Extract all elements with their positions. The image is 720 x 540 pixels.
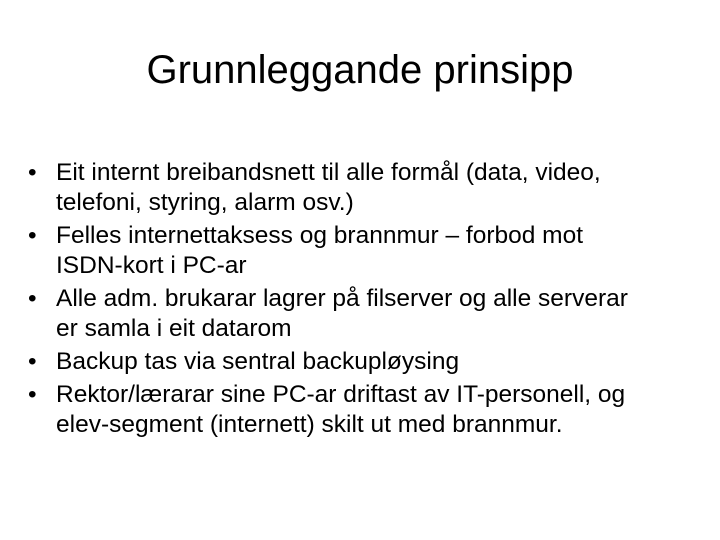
bullet-text-line: Backup tas via sentral backupløysing [56, 348, 460, 375]
bullet-list [28, 158, 708, 443]
bullet-item [28, 158, 708, 218]
bullet-item [28, 347, 708, 377]
bullet-icon: • [28, 348, 37, 375]
bullet-text-line: Rektor/lærarar sine PC-ar driftast av IT-personell, og [56, 381, 626, 408]
bullet-text-line: Felles internettaksess og brannmur – forbod mot [56, 222, 584, 249]
bullet-icon: • [28, 159, 37, 186]
bullet-text-line: telefoni, styring, alarm osv.) [56, 189, 354, 216]
bullet-icon: • [28, 381, 37, 408]
bullet-item [28, 221, 708, 281]
bullet-item [28, 284, 708, 344]
bullet-item [28, 380, 708, 440]
bullet-text-line: elev-segment (internett) skilt ut med brannmur. [56, 411, 563, 438]
bullet-text-line: Alle adm. brukarar lagrer på filserver og alle serverar [56, 285, 628, 312]
slide-title: Grunnleggande prinsipp [146, 48, 574, 92]
bullet-text-line: er samla i eit datarom [56, 315, 292, 342]
bullet-icon: • [28, 285, 37, 312]
bullet-icon: • [28, 222, 37, 249]
bullet-text-line: ISDN-kort i PC-ar [56, 252, 247, 279]
bullet-text-line: Eit internt breibandsnett til alle formål (data, video, [56, 159, 601, 186]
